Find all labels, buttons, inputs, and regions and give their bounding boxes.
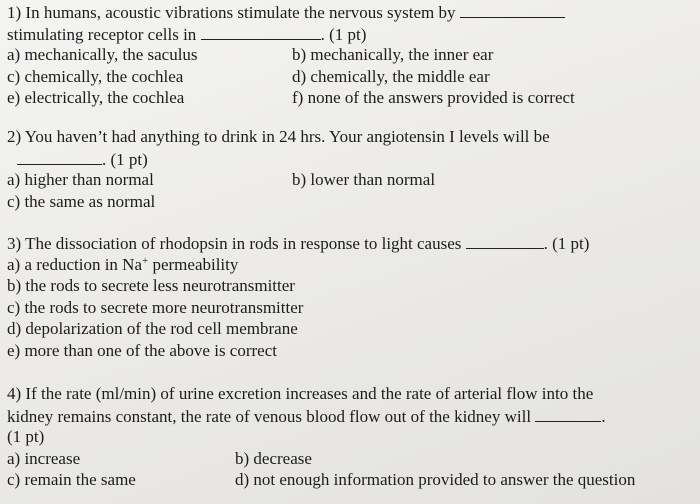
q1-blank-1 — [460, 1, 565, 18]
q4-stem-end: . — [601, 406, 606, 426]
q1-option-b: b) mechanically, the inner ear — [292, 45, 494, 64]
q2-stem-line-1: 2) You haven’t had anything to drink in 24 hrs. Your angiotensin I levels will be — [7, 127, 550, 146]
q4-option-d: d) not enough information provided to answer the question — [235, 470, 636, 489]
question-3 — [7, 232, 695, 361]
q1-stem-line-2: stimulating receptor cells in — [7, 24, 197, 44]
q1-option-d: d) chemically, the middle ear — [292, 66, 490, 86]
q4-option-c: c) remain the same — [7, 470, 136, 489]
q2-option-c: c) the same as normal — [7, 191, 156, 211]
q3-option-a-text: a) a reduction in Na — [7, 254, 142, 274]
q4-points: (1 pt) — [7, 427, 45, 446]
question-4 — [7, 383, 695, 491]
q1-option-c: c) chemically, the cochlea — [7, 66, 184, 86]
q2-points: . (1 pt) — [102, 149, 148, 169]
q4-stem-line-1: 4) If the rate (ml/min) of urine excretion increases and the rate of arterial flow into the — [7, 384, 594, 403]
q4-blank — [535, 405, 601, 422]
q1-points: . (1 pt) — [320, 24, 367, 44]
q3-stem-line-1: 3) The dissociation of rhodopsin in rods in response to light causes — [7, 234, 462, 253]
q2-option-a: a) higher than normal — [7, 170, 154, 189]
q1-option-e: e) electrically, the cochlea — [7, 88, 185, 107]
q3-points: . (1 pt) — [543, 234, 590, 253]
q3-option-d: d) depolarization of the rod cell membrane — [7, 319, 298, 338]
q2-blank — [17, 148, 102, 165]
q3-option-a-superscript: + — [142, 254, 149, 267]
q4-option-b: b) decrease — [235, 448, 312, 468]
q3-option-e: e) more than one of the above is correct — [7, 340, 277, 360]
q1-option-f: f) none of the answers provided is correct — [292, 88, 575, 107]
q1-stem-line-1: 1) In humans, acoustic vibrations stimulate the nervous system by — [7, 3, 456, 22]
q3-option-a — [7, 255, 238, 274]
q2-option-b: b) lower than normal — [292, 170, 436, 189]
question-2 — [7, 126, 695, 212]
q4-option-a: a) increase — [7, 448, 81, 468]
question-1 — [7, 1, 695, 109]
q1-option-a: a) mechanically, the saculus — [7, 45, 198, 64]
q3-option-a-text-end: permeability — [148, 254, 239, 274]
q1-blank-2 — [201, 23, 321, 40]
q4-stem-line-2: kidney remains constant, the rate of venous blood flow out of the kidney will — [7, 406, 532, 426]
q3-option-c: c) the rods to secrete more neurotransmitter — [7, 297, 304, 317]
q3-blank — [466, 232, 544, 249]
q3-option-b: b) the rods to secrete less neurotransmitter — [7, 276, 295, 295]
